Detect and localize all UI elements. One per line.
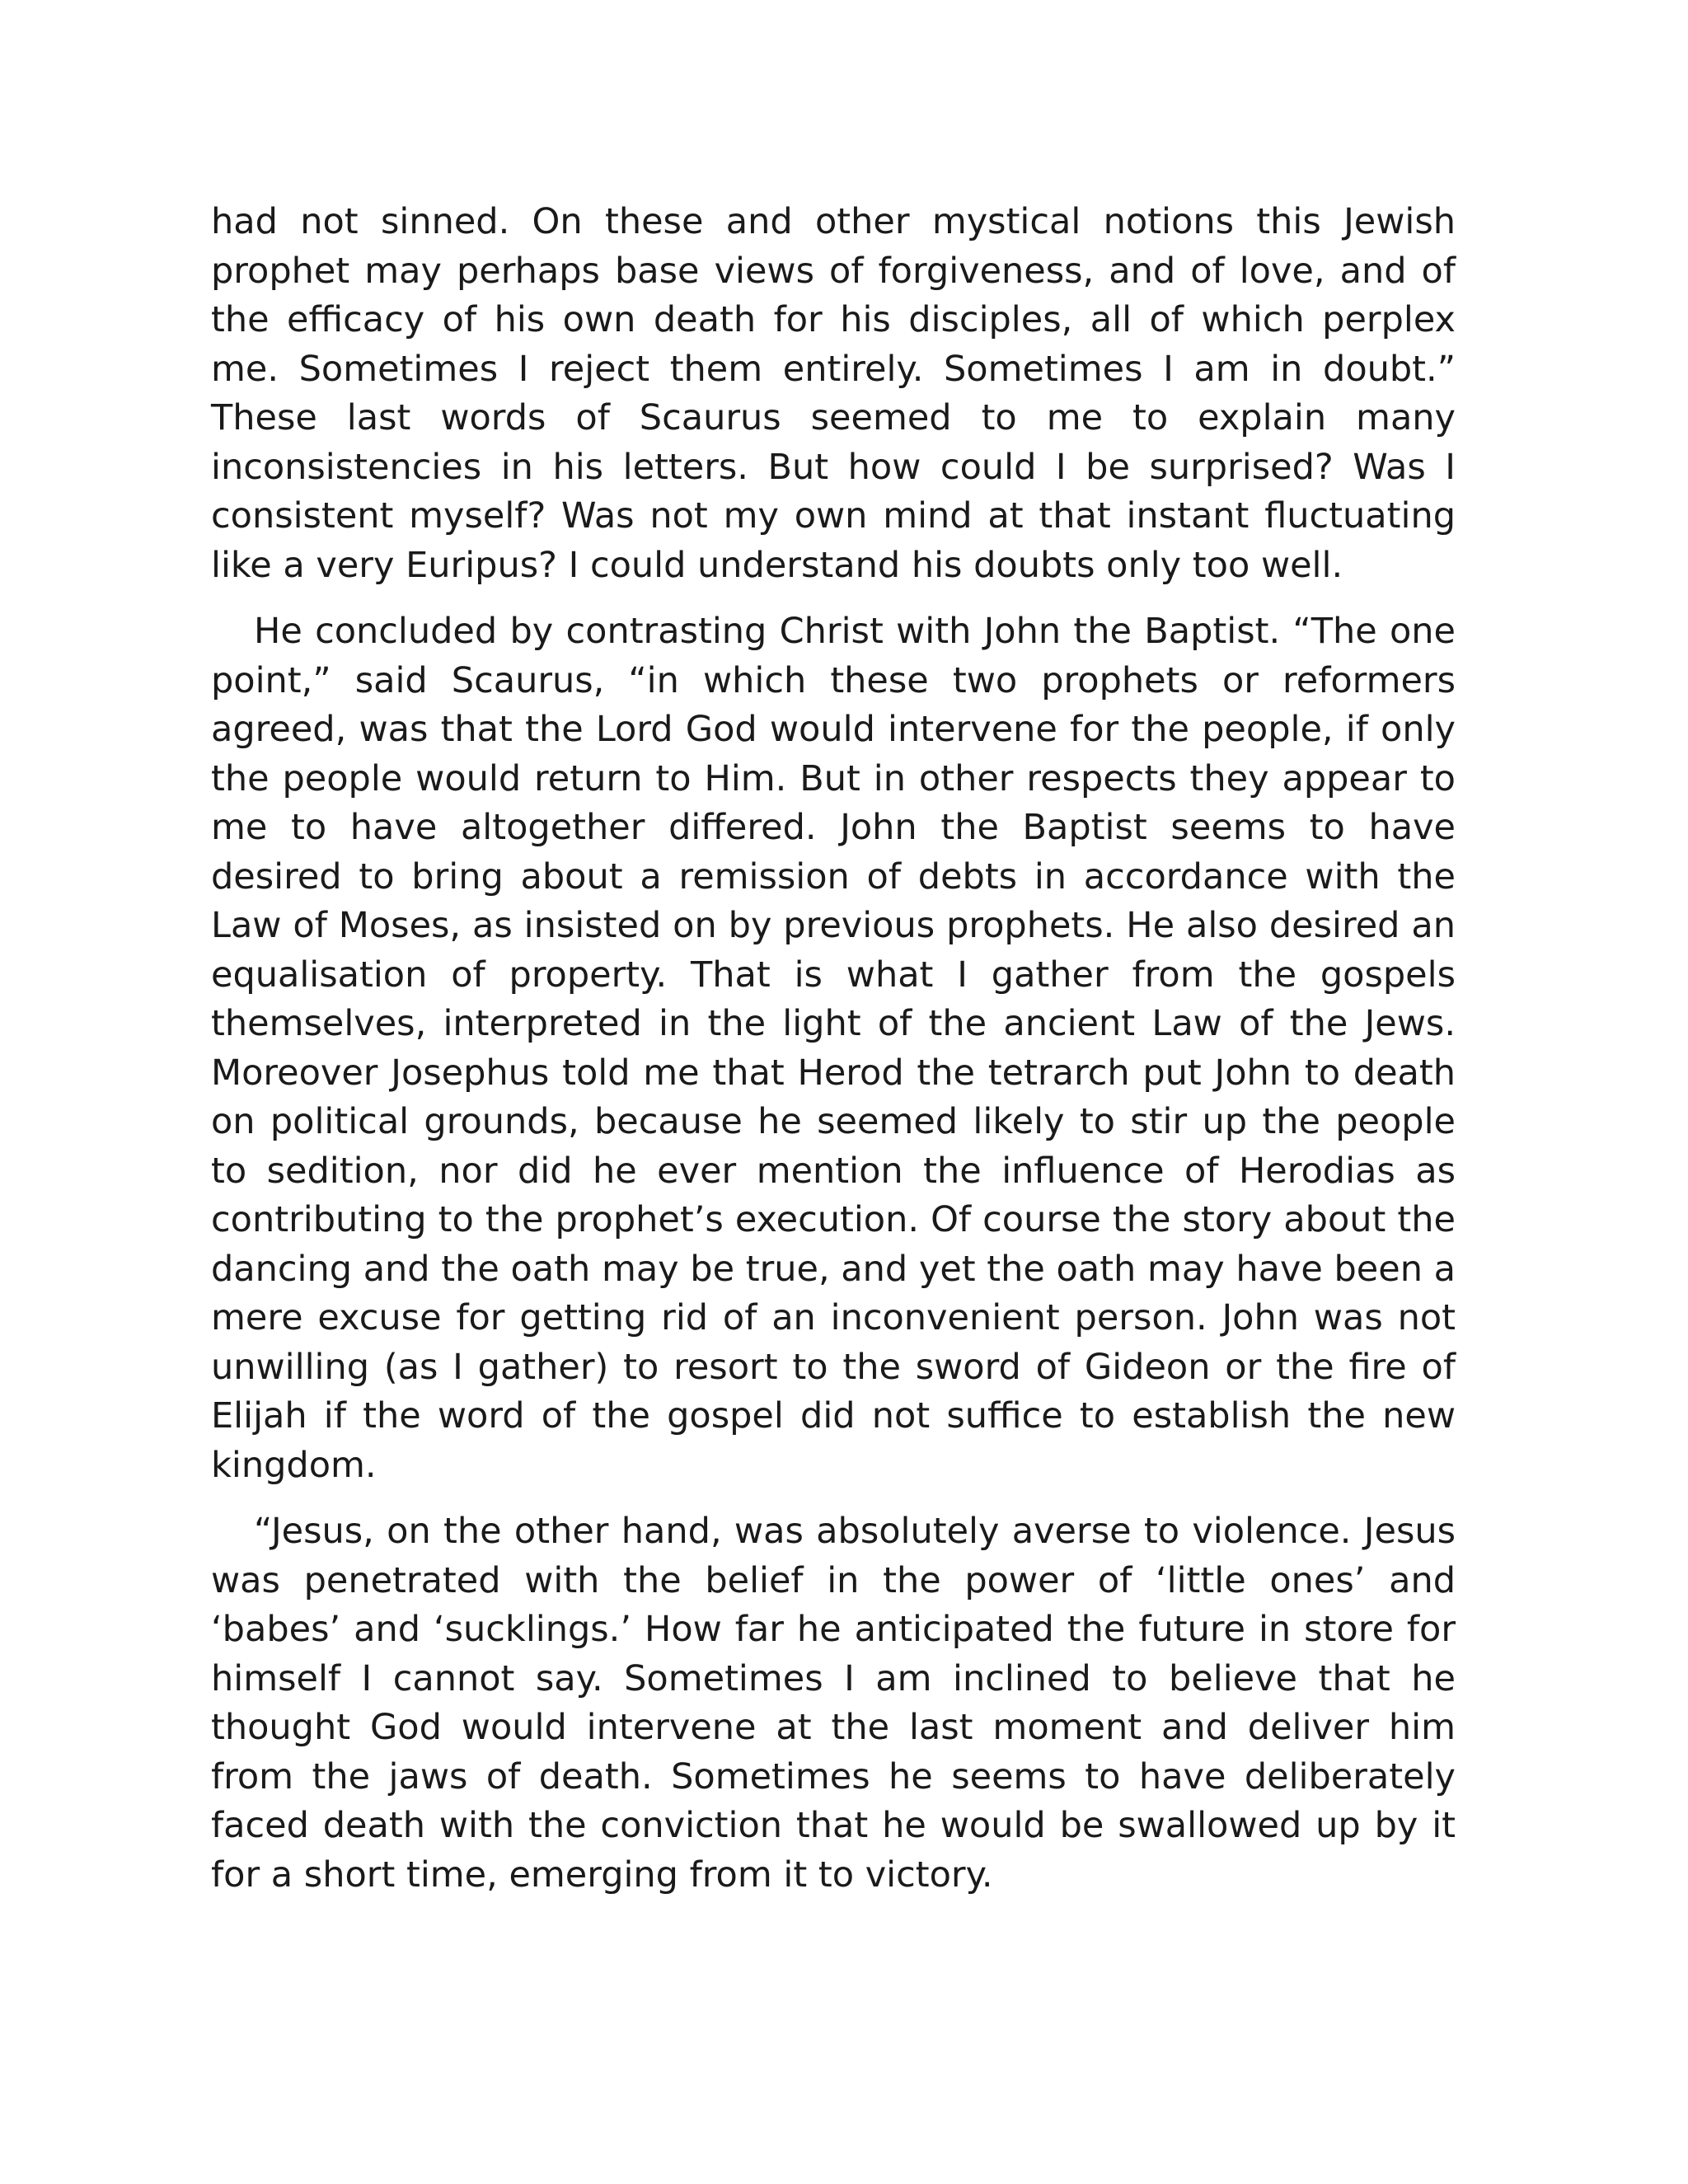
paragraph-1: had not sinned. On these and other mystical notions this Jewish prophet may perhaps base views of forgiveness, and of love, and of the efficacy of his own death for his disciples, all of which perplex me. Sometimes I reject them entirely. Sometimes I am in doubt.” These last words of Scaurus seemed to me to explain many inconsistencies in his letters. But how could I be surprised? Was I consistent myself? Was not my own mind at that instant fluctuating like a very Euripus? I could understand his doubts only too well.: [211, 201, 1456, 586]
paragraph-3: “Jesus, on the other hand, was absolutely averse to violence. Jesus was penetrated with the belief in the power of ‘little ones’ and ‘babes’ and ‘sucklings.’ How far he anticipated the future in store for himself I cannot say. Sometimes I am inclined to believe that he thought God would intervene at the last moment and deliver him from the jaws of death. Sometimes he seems to have deliberately faced death with the conviction that he would be swallowed up by it for a short time, emerging from it to victory.: [211, 1511, 1456, 1896]
paragraph-2: He concluded by contrasting Christ with John the Baptist. “The one point,” said Scaurus, “in which these two prophets or reformers agreed, was that the Lord God would intervene for the people, if only the people would return to Him. But in other respects they appear to me to have altogether differed. John the Baptist seems to have desired to bring about a remission of debts in accordance with the Law of Moses, as insisted on by previous prophets. He also desired an equalisation of property. That is what I gather from the gospels themselves, interpreted in the light of the ancient Law of the Jews. Moreover Josephus told me that Herod the tetrarch put John to death on political grounds, because he seemed likely to stir up the people to sedition, nor did he ever mention the influence of Herodias as contributing to the prophet’s execution. Of course the story about the dancing and the oath may be true, and yet the oath may have been a mere excuse for getting rid of an inconvenient person. John was not unwilling (as I gather) to resort to the sword of Gideon or the fire of Elijah if the word of the gospel did not suffice to establish the new kingdom.: [211, 611, 1456, 1486]
body-text: [211, 198, 1456, 1917]
